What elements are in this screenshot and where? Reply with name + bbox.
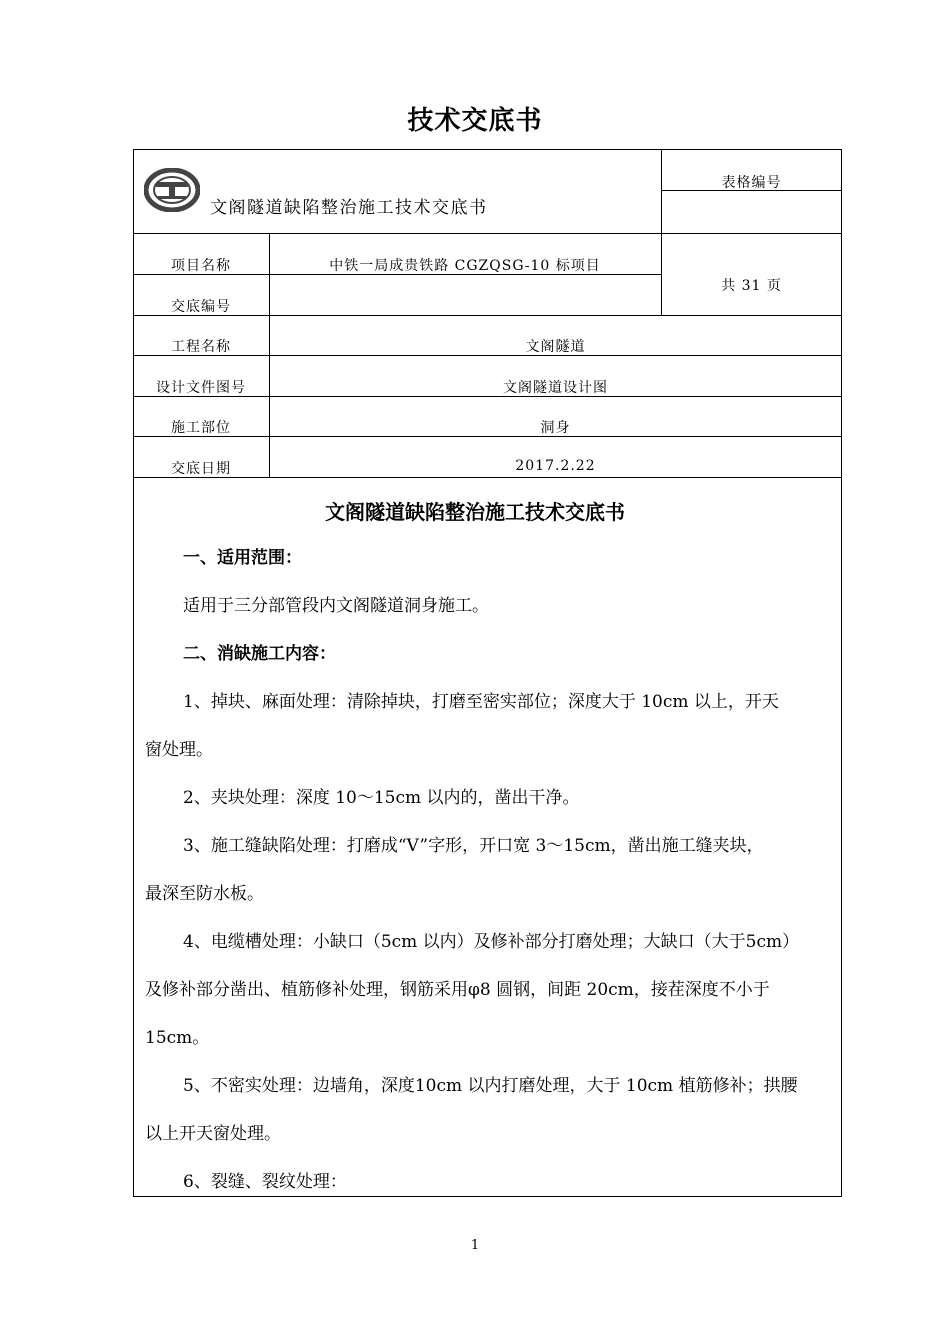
page-count: 共 31 页 [721,278,782,294]
item-3-line-2: 最深至防水板。 [145,884,264,904]
body-title: 文阁隧道缺陷整治施工技术交底书 [325,500,625,524]
row-value-engineering: 文阁隧道 [525,339,586,355]
row-label-project: 项目名称 [171,258,231,274]
row-label-drawing: 设计文件图号 [156,380,246,396]
item-1-line-1: 1、掉块、麻面处理：清除掉块，打磨至密实部位；深度大于 10cm 以上，开天 [183,692,779,712]
divider [133,233,842,234]
company-logo-icon [144,168,200,212]
item-3-line-1: 3、施工缝缺陷处理：打磨成“V”字形，开口宽 3～15cm，凿出施工缝夹块， [183,836,764,856]
item-4-line-2: 及修补部分凿出、植筋修补处理，钢筋采用φ8 圆钢，间距 20cm，接茬深度不小于 [145,980,770,1000]
row-label-engineering: 工程名称 [171,339,231,355]
form-header-title: 文阁隧道缺陷整治施工技术交底书 [210,198,488,218]
paragraph-scope: 适用于三分部管段内文阁隧道洞身施工。 [183,596,489,616]
row-label-location: 施工部位 [171,420,231,436]
row-value-project: 中铁一局成贵铁路 CGZQSG-10 标项目 [329,258,601,274]
item-5-line-1: 5、不密实处理：边墙角，深度10cm 以内打磨处理，大于 10cm 植筋修补；拱腰 [183,1076,798,1096]
row-label-handover-no: 交底编号 [171,299,231,315]
row-value-location: 洞身 [540,420,571,436]
item-4-line-3: 15cm。 [145,1028,210,1048]
form-number-label: 表格编号 [721,175,782,191]
item-2: 2、夹块处理：深度 10～15cm 以内的，凿出干净。 [183,788,580,808]
item-1-line-2: 窗处理。 [145,740,213,760]
row-value-date: 2017.2.22 [515,458,596,474]
page-number: 1 [470,1238,480,1253]
row-label-date: 交底日期 [171,461,231,477]
document-title: 技术交底书 [407,106,543,136]
row-value-drawing: 文阁隧道设计图 [503,380,608,396]
item-6: 6、裂缝、裂纹处理： [183,1172,347,1192]
item-5-line-2: 以上开天窗处理。 [145,1124,281,1144]
item-4-line-1: 4、电缆槽处理：小缺口（5cm 以内）及修补部分打磨处理；大缺口（大于5cm） [183,932,800,952]
heading-scope: 一、适用范围： [183,548,302,568]
heading-content: 二、消缺施工内容： [183,644,336,664]
